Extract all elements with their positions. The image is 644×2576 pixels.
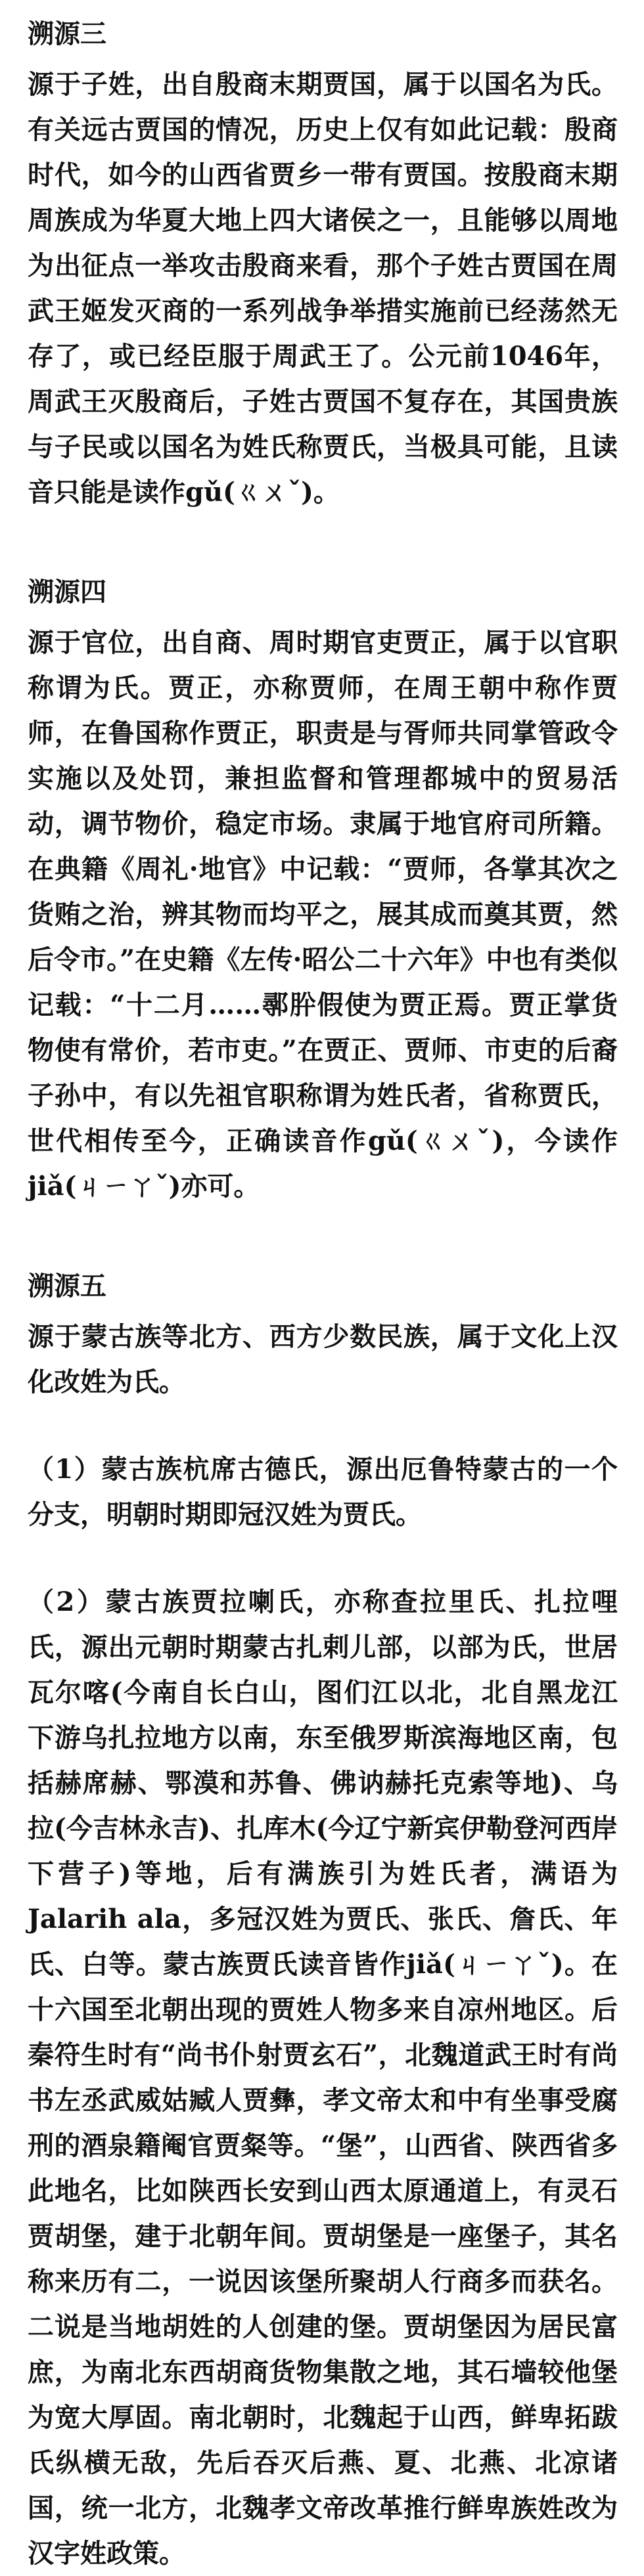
paragraph: 源于蒙古族等北方、西方少数民族，属于文化上汉化改姓为氏。 [28, 1321, 618, 1397]
section-origin-4 [28, 573, 618, 1209]
section-heading: 溯源三 [28, 18, 106, 49]
section-heading: 溯源四 [28, 577, 106, 607]
paragraph: 源于子姓，出自殷商末期贾国，属于以国名为氏。有关远古贾国的情况，历史上仅有如此记载：殷商时代，如今的山西省贾乡一带有贾国。按殷商末期周族成为华夏大地上四大诸侯之一，且能够以周地为出征点一举攻击殷商来看，那个子姓古贾国在周武王姬发灭商的一系列战争举措实施前已经荡然无存了，或已经臣服于周武王了。公元前1046年，周武王灭殷商后，子姓古贾国不复存在，其国贵族与子民或以国名为姓氏称贾氏，当极具可能，且读音只能是读作gǔ(ㄍㄨˇ)。 [28, 69, 618, 508]
paragraph: 源于官位，出自商、周时期官吏贾正，属于以官职称谓为氏。贾正，亦称贾师，在周王朝中称作贾师，在鲁国称作贾正，职责是与胥师共同掌管政令实施以及处罚，兼担监督和管理都城中的贸易活动，调节物价，稳定市场。隶属于地官府司所籍。在典籍《周礼·地官》中记载：“贾师，各掌其次之货贿之治，辨其物而均平之，展其成而奠其贾，然后令市。”在史籍《左传·昭公二十六年》中也有类似记载：“十二月……鄩肸假使为贾正焉。贾正掌货物使有常价，若市吏。”在贾正、贾师、市吏的后裔子孙中，有以先祖官职称谓为姓氏者，省称贾氏，世代相传至今，正确读音作gǔ(ㄍㄨˇ)，今读作jiǎ(ㄐㄧㄚˇ)亦可。 [28, 627, 618, 1202]
section-origin-3 [28, 14, 618, 515]
paragraph: （2）蒙古族贾拉喇氏，亦称查拉里氏、扎拉哩氏，源出元朝时期蒙古扎剌儿部，以部为氏，世居瓦尔喀(今南自长白山，图们江以北，北自黑龙江下游乌扎拉地方以南，东至俄罗斯滨海地区南，包括赫席赫、鄂漠和苏鲁、佛讷赫托克索等地)、乌拉(今吉林永吉)、扎库木(今辽宁新宾伊勒登河西岸下营子)等地，后有满族引为姓氏者，满语为Jalarih ala，多冠汉姓为贾氏、张氏、詹氏、年氏、白等。蒙古族贾氏读音皆作jiǎ(ㄐㄧㄚˇ)。在十六国至北朝出现的贾姓人物多来自凉州地区。后秦符生时有“尚书仆射贾玄石”，北魏道武王时有尚书左丞武威姑臧人贾彝，孝文帝太和中有坐事受腐刑的酒泉籍阉官贾粲等。“堡”，山西省、陕西省多此地名，比如陕西长安到山西太原通道上，有灵石贾胡堡，建于北朝年间。贾胡堡是一座堡子，其名称来历有二，一说因该堡所聚胡人行商多而获名。二说是当地胡姓的人创建的堡。贾胡堡因为居民富庶，为南北东西胡商货物集散之地，其石墙较他堡为宽大厚固。南北朝时，北魏起于山西，鲜卑拓跋氏纵横无敌，先后吞灭后燕、夏、北燕、北凉诸国，统一北方，北魏孝文帝改革推行鲜卑族姓改为汉字姓政策。 [28, 1586, 618, 2569]
section-origin-5 [28, 1267, 618, 2576]
paragraph: （1）蒙古族杭席古德氏，源出厄鲁特蒙古的一个分支，明朝时期即冠汉姓为贾氏。 [28, 1454, 618, 1530]
section-heading: 溯源五 [28, 1271, 106, 1301]
